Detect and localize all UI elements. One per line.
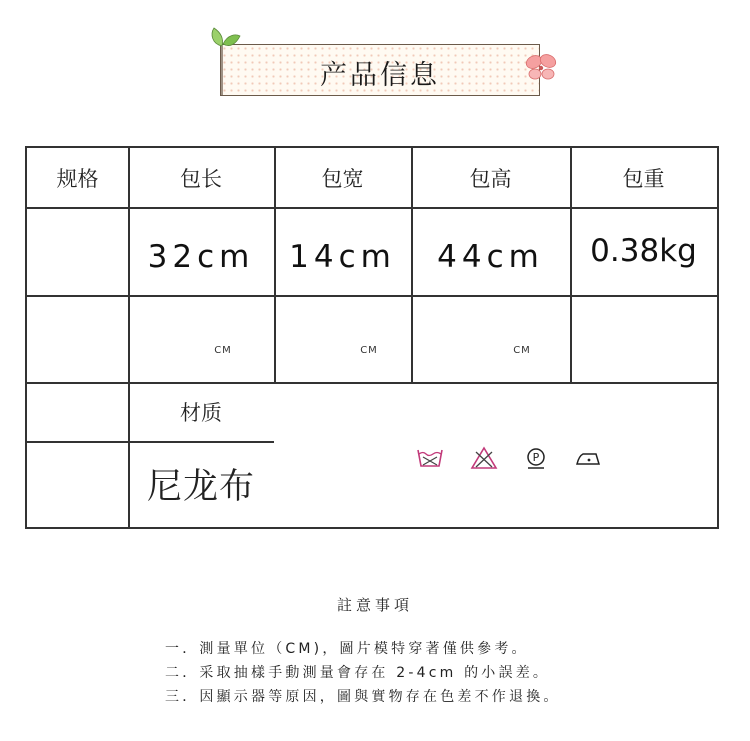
dry-clean-p-icon — [524, 446, 548, 470]
hand-wash-icon — [416, 446, 444, 470]
notes-title: 註意事項 — [336, 596, 413, 614]
material-value: 尼龙布 — [146, 467, 255, 507]
header-width: 包宽 — [321, 166, 364, 191]
note-item-1: 一．測量單位（CM)，圖片模特穿著僅供參考。 — [165, 641, 529, 657]
leaf-icon — [208, 26, 242, 98]
header-length: 包长 — [180, 166, 222, 191]
title-banner — [220, 44, 540, 96]
iron-icon — [574, 446, 602, 470]
no-bleach-icon — [470, 446, 498, 470]
svg-text:P: P — [532, 451, 540, 464]
weight-value: 0.38kg — [590, 233, 697, 269]
height-unit: CM — [513, 344, 531, 356]
width-value: 14cm — [289, 238, 396, 275]
header-height: 包高 — [469, 166, 512, 191]
row-divider — [27, 295, 717, 297]
length-value: 32cm — [147, 238, 255, 275]
width-unit: CM — [360, 344, 378, 356]
note-item-2: 二．采取抽樣手動測量會存在 2-4cm 的小誤差。 — [165, 665, 551, 681]
page-title: 产品信息 — [320, 60, 440, 91]
care-icons — [416, 446, 602, 470]
butterfly-flower-icon — [524, 52, 560, 84]
header-spec: 规格 — [56, 166, 99, 191]
spec-table — [25, 146, 719, 529]
length-unit: CM — [214, 344, 232, 356]
header-weight: 包重 — [622, 166, 665, 191]
height-value: 44cm — [437, 238, 544, 275]
material-label: 材质 — [180, 400, 222, 425]
note-item-3: 三．因顯示器等原因，圖與實物存在色差不作退換。 — [165, 689, 561, 705]
